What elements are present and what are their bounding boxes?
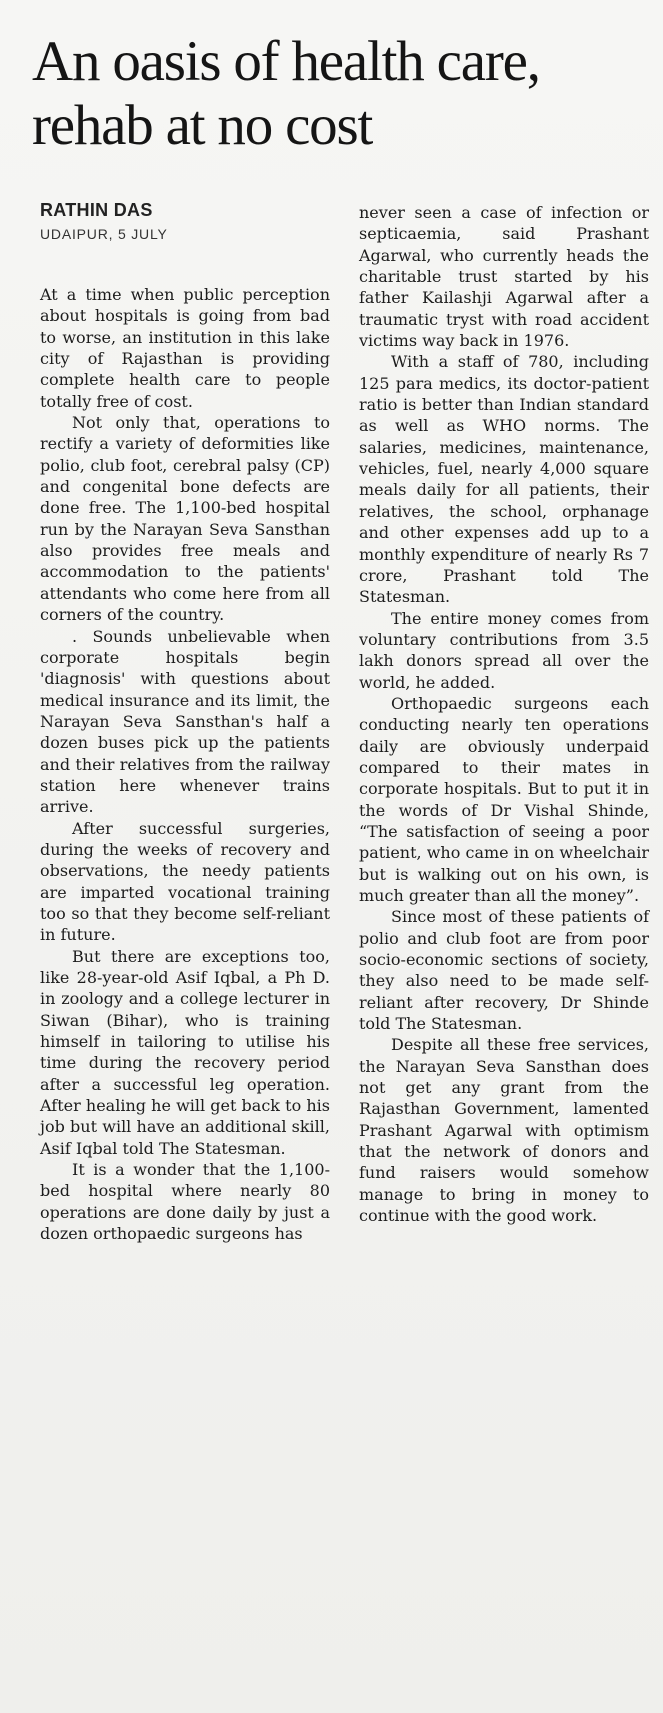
dateline: UDAIPUR, 5 JULY	[40, 226, 168, 242]
paragraph: But there are exceptions too, like 28-year-old Asif Iqbal, a Ph D. in zoology and a college lecturer in Siwan (Bihar), who is training himself in tailoring to utilise his time during the recovery period after a successful leg operation. After healing he will get back to his job but will have an additional skill, Asif Iqbal told The Statesman.	[40, 946, 330, 1158]
paragraph: With a staff of 780, including 125 para medics, its doctor-patient ratio is better than Indian standard as well as WHO norms. The salaries, medicines, maintenance, vehicles, fuel, nearly 4,000 square meals daily for all patients, their relatives, the school, orphanage and other expenses add up to a monthly expenditure of nearly Rs 7 crore, Prashant told The Statesman.	[359, 352, 649, 607]
paragraph: Since most of these patients of polio and club foot are from poor socio-economic sections of society, they also need to be made self-reliant after recovery, Dr Shinde told The Statesman.	[359, 907, 649, 1034]
article-column-right	[359, 202, 649, 1227]
paragraph: Despite all these free services, the Narayan Seva Sansthan does not get any grant from the Rajasthan Government, lamented Prashant Agarwal with optimism that the network of donors and fund raisers would somehow manage to bring in money to continue with the good work.	[359, 1035, 649, 1226]
paragraph: never seen a case of infection or septicaemia, said Prashant Agarwal, who currently heads the charitable trust started by his father Kailashji Agarwal after a traumatic tryst with road accident victims way back in 1976.	[359, 203, 649, 351]
paragraph: Orthopaedic surgeons each conducting nearly ten operations daily are obviously underpaid compared to their mates in corporate hospitals. But to put it in the words of Dr Vishal Shinde, “The satisfaction of seeing a poor patient, who came in on wheelchair but is walking out on his own, is much greater than all the money”.	[359, 693, 649, 905]
headline: An oasis of health care, rehab at no cost	[32, 30, 540, 157]
paragraph: At a time when public perception about hospitals is going from bad to worse, an institution in this lake city of Rajasthan is providing complete health care to people totally free of cost.	[40, 285, 330, 411]
paragraph: . Sounds unbelievable when corporate hospitals begin 'diagnosis' with questions about medical insurance and its limit, the Narayan Seva Sansthan's half a dozen buses pick up the patients and their relatives from the railway station here whenever trains arrive.	[40, 626, 330, 817]
article-column-left	[40, 284, 330, 1244]
paragraph: It is a wonder that the 1,100-bed hospital where nearly 80 operations are done daily by just a dozen orthopaedic surgeons has	[40, 1160, 330, 1244]
paragraph: After successful surgeries, during the weeks of recovery and observations, the needy patients are imparted vocational training too so that they become self-reliant in future.	[40, 818, 330, 945]
paragraph: Not only that, operations to rectify a variety of deformities like polio, club foot, cerebral palsy (CP) and congenital bone defects are done free. The 1,100-bed hospital run by the Narayan Seva Sansthan also provides free meals and accommodation to the patients' attendants who come here from all corners of the country.	[40, 413, 330, 625]
paragraph: The entire money comes from voluntary contributions from 3.5 lakh donors spread all over the world, he added.	[359, 608, 649, 692]
byline: RATHIN DAS	[40, 200, 153, 220]
